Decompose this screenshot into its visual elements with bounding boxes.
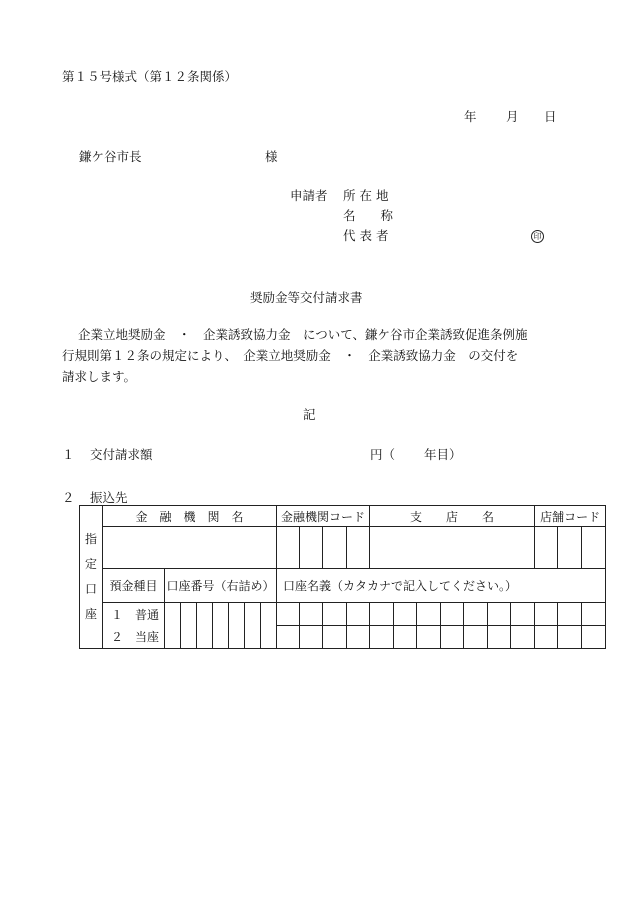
account-name-box[interactable] [370, 626, 394, 649]
account-name-box[interactable] [347, 626, 370, 649]
account-name-box[interactable] [394, 603, 417, 626]
item2-label: 振込先 [90, 490, 128, 505]
bank-code-header: 金融機関コード [277, 506, 370, 527]
applicant-label: 申請者 [290, 188, 328, 203]
account-number-digit[interactable] [245, 603, 261, 649]
date-day: 日 [544, 109, 557, 124]
account-name-box[interactable] [464, 603, 488, 626]
item1-number: １ [62, 447, 75, 462]
item2-number: ２ [62, 490, 75, 505]
account-number-digit[interactable] [197, 603, 213, 649]
deposit-type-header: 預金種目 [103, 569, 165, 603]
date-month: 月 [506, 109, 519, 124]
branch-name-field[interactable] [370, 527, 535, 569]
type-ordinary[interactable]: １ 普通 [111, 607, 160, 622]
type-current[interactable]: ２ 当座 [111, 629, 160, 644]
account-name-box[interactable] [582, 626, 606, 649]
account-name-box[interactable] [277, 626, 300, 649]
branch-name-header: 支 店 名 [370, 506, 535, 527]
account-name-header: 口座名義（カタカナで記入してください。） [277, 569, 606, 603]
bank-code-digit[interactable] [300, 527, 323, 569]
addressee-honorific: 様 [265, 149, 278, 164]
name-label: 名 称 [343, 208, 394, 223]
bank-code-digit[interactable] [277, 527, 300, 569]
form-number: 第１５号様式（第１２条関係） [62, 69, 238, 84]
account-name-box[interactable] [511, 626, 535, 649]
account-name-box[interactable] [582, 603, 606, 626]
bank-code-digit[interactable] [323, 527, 347, 569]
account-name-box[interactable] [535, 626, 558, 649]
account-name-box[interactable] [441, 626, 464, 649]
branch-code-header: 店舗コード [535, 506, 606, 527]
seal-mark [531, 227, 544, 243]
body-line-2: 行規則第１２条の規定により、 企業立地奨励金 ・ 企業誘致協力金 の交付を [62, 348, 519, 363]
document-title: 奨励金等交付請求書 [250, 290, 363, 305]
account-name-box[interactable] [488, 603, 511, 626]
branch-code-digit[interactable] [582, 527, 606, 569]
account-name-box[interactable] [464, 626, 488, 649]
bank-account-table [79, 505, 606, 649]
seal-icon: 印 [531, 230, 544, 243]
item1-yen: 円（ [370, 447, 396, 462]
account-number-digit[interactable] [181, 603, 197, 649]
account-name-box[interactable] [300, 626, 323, 649]
account-name-box[interactable] [511, 603, 535, 626]
account-name-box[interactable] [323, 626, 347, 649]
date-year: 年 [464, 109, 477, 124]
account-number-digit[interactable] [229, 603, 245, 649]
account-name-box[interactable] [441, 603, 464, 626]
item1-years: 年目） [424, 447, 462, 462]
account-name-box[interactable] [323, 603, 347, 626]
account-name-box[interactable] [394, 626, 417, 649]
account-name-box[interactable] [370, 603, 394, 626]
body-line-1: 企業立地奨励金 ・ 企業誘致協力金 について、鎌ケ谷市企業誘致促進条例施 [78, 327, 528, 342]
account-number-digit[interactable] [261, 603, 277, 649]
branch-code-digit[interactable] [558, 527, 582, 569]
item1-label: 交付請求額 [90, 447, 153, 462]
account-name-box[interactable] [417, 626, 441, 649]
account-name-box[interactable] [488, 626, 511, 649]
bank-code-digit[interactable] [347, 527, 370, 569]
bank-name-field[interactable] [103, 527, 277, 569]
account-name-box[interactable] [535, 603, 558, 626]
deposit-type-options[interactable] [103, 603, 165, 649]
account-name-box[interactable] [558, 603, 582, 626]
account-name-box[interactable] [277, 603, 300, 626]
bank-name-header: 金 融 機 関 名 [103, 506, 277, 527]
designated-account-label: 指 定 口 座 [80, 506, 103, 649]
addressee-name: 鎌ケ谷市長 [79, 149, 142, 164]
account-name-box[interactable] [347, 603, 370, 626]
address-label: 所 在 地 [343, 188, 389, 203]
branch-code-digit[interactable] [535, 527, 558, 569]
representative-label: 代 表 者 [343, 228, 389, 243]
body-line-3: 請求します。 [62, 369, 137, 384]
account-number-header: 口座番号（右詰め） [165, 569, 277, 603]
account-number-digit[interactable] [165, 603, 181, 649]
account-name-box[interactable] [417, 603, 441, 626]
account-name-box[interactable] [300, 603, 323, 626]
ki-heading: 記 [303, 407, 316, 422]
account-name-box[interactable] [558, 626, 582, 649]
account-number-digit[interactable] [213, 603, 229, 649]
